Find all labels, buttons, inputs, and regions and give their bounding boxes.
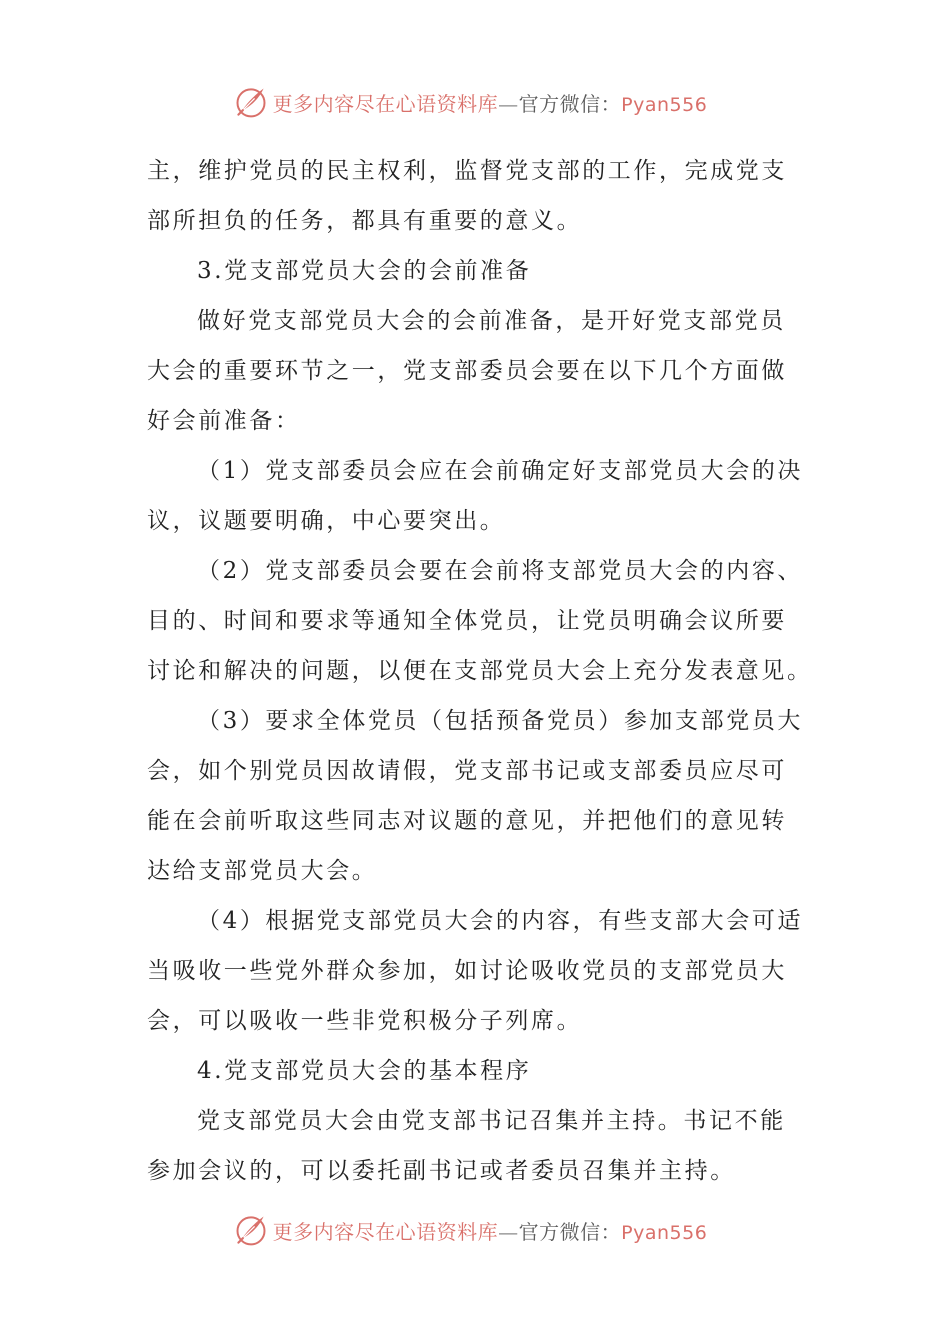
footer-banner-wechat-label: 官方微信： (518, 1219, 622, 1244)
header-banner (0, 82, 950, 122)
list-item-line: 议，议题要明确，中心要突出。 (147, 508, 506, 534)
body-line: 好会前准备： (147, 408, 301, 434)
document-body (147, 146, 813, 1196)
body-line: 部所担负的任务，都具有重要的意义。 (147, 208, 583, 234)
section-heading: 3.党支部党员大会的会前准备 (197, 258, 532, 284)
body-line: 主，维护党员的民主权利，监督党支部的工作，完成党支 (147, 158, 787, 184)
header-banner-text (273, 88, 708, 117)
footer-banner-group (233, 1212, 708, 1248)
list-item-line: （1）党支部委员会应在会前确定好支部党员大会的决 (197, 458, 804, 484)
list-item-line: 当吸收一些党外群众参加，如讨论吸收党员的支部党员大 (147, 958, 787, 984)
footer-banner-separator: — (498, 1219, 519, 1244)
body-line: 参加会议的，可以委托副书记或者委员召集并主持。 (147, 1158, 736, 1184)
list-item-line: 会，可以吸收一些非党积极分子列席。 (147, 1008, 583, 1034)
header-banner-group (233, 84, 708, 120)
body-line: 党支部党员大会由党支部书记召集并主持。书记不能 (197, 1108, 786, 1134)
list-item-line: 能在会前听取这些同志对议题的意见，并把他们的意见转 (147, 808, 787, 834)
list-item-line: （3）要求全体党员（包括预备党员）参加支部党员大 (197, 708, 804, 734)
list-item-line: 达给支部党员大会。 (147, 858, 378, 884)
quill-logo-icon (233, 84, 269, 120)
quill-logo-icon (233, 1212, 269, 1248)
list-item-line: 讨论和解决的问题，以便在支部党员大会上充分发表意见。 (147, 658, 813, 684)
header-banner-wechat-id: Pyan556 (621, 93, 708, 116)
list-item-line: 目的、时间和要求等通知全体党员，让党员明确会议所要 (147, 608, 787, 634)
section-heading: 4.党支部党员大会的基本程序 (197, 1058, 532, 1084)
header-banner-wechat-label: 官方微信： (518, 91, 622, 116)
list-item-line: （2）党支部委员会要在会前将支部党员大会的内容、 (197, 558, 804, 584)
list-item-line: （4）根据党支部党员大会的内容，有些支部大会可适 (197, 908, 804, 934)
body-line: 大会的重要环节之一，党支部委员会要在以下几个方面做 (147, 358, 787, 384)
footer-banner-wechat-id: Pyan556 (621, 1221, 708, 1244)
footer-banner-main: 更多内容尽在心语资料库 (272, 1219, 499, 1244)
header-banner-separator: — (498, 91, 519, 116)
footer-banner-text (273, 1216, 708, 1245)
list-item-line: 会，如个别党员因故请假，党支部书记或支部委员应尽可 (147, 758, 787, 784)
footer-banner (0, 1210, 950, 1250)
body-line: 做好党支部党员大会的会前准备，是开好党支部党员 (197, 308, 786, 334)
header-banner-main: 更多内容尽在心语资料库 (272, 91, 499, 116)
